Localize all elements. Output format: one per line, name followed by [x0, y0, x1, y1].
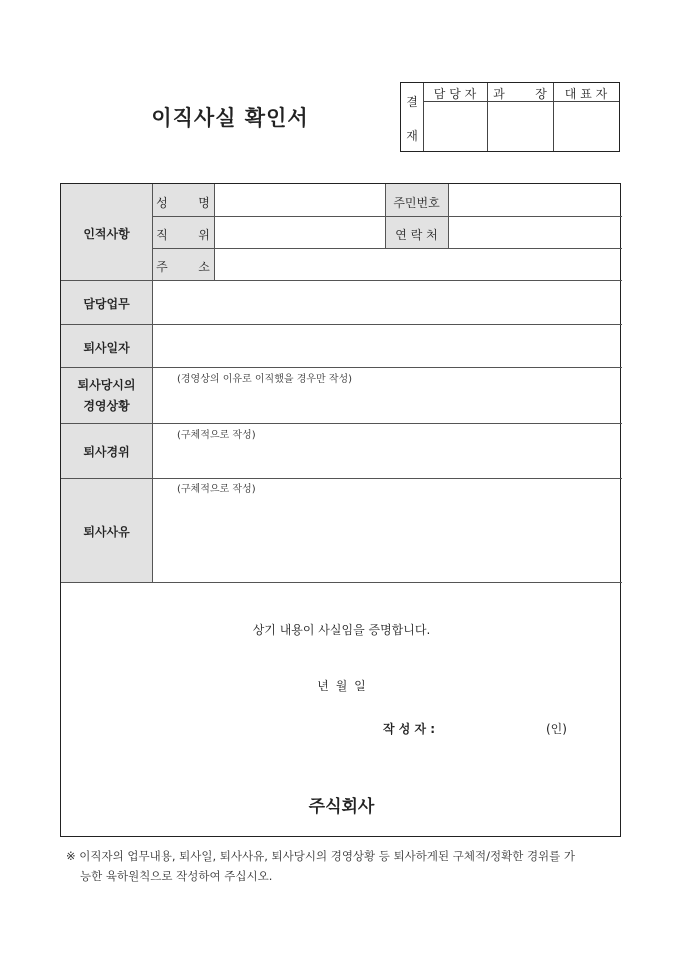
name-field[interactable]	[215, 185, 385, 216]
approval-box	[400, 82, 620, 152]
footnote-line2: 능한 육하원칙으로 작성하여 주십시오.	[80, 869, 273, 883]
confirmation-form	[60, 183, 621, 837]
document-title: 이직사실 확인서	[151, 106, 309, 130]
situation-field[interactable]	[153, 368, 621, 423]
footnote	[66, 846, 626, 886]
process-hint: (구체적으로 작성)	[177, 430, 256, 441]
name-label: 성 명	[156, 196, 210, 210]
reason-label: 퇴사사유	[83, 525, 130, 539]
approval-ceo-sign-field[interactable]	[554, 102, 619, 151]
address-label: 주 소	[156, 260, 210, 274]
id-number-label: 주민번호	[393, 196, 440, 210]
author-label: 작 성 자 :	[383, 722, 436, 736]
footnote-line1: ※ 이직자의 업무내용, 퇴사일, 퇴사사유, 퇴사당시의 경영상황 등 퇴사하게된 구체적/정확한 경위를 가	[66, 849, 576, 863]
certification-statement: 상기 내용이 사실임을 증명합니다.	[252, 623, 431, 637]
retire-date-field[interactable]	[153, 325, 621, 367]
reason-hint: (구체적으로 작성)	[177, 484, 256, 495]
process-label: 퇴사경위	[83, 445, 130, 459]
company-name: 주식회사	[308, 797, 375, 817]
duty-field[interactable]	[153, 281, 621, 324]
approval-manager-sign-field[interactable]	[488, 102, 553, 151]
approval-staff-label: 담 당 자	[433, 87, 477, 101]
id-number-field[interactable]	[449, 185, 621, 216]
approval-side-label-bottom: 재	[406, 129, 418, 143]
duty-label: 담당업무	[83, 297, 130, 311]
author-field[interactable]	[443, 715, 543, 739]
situation-hint: (경영상의 이유로 이직했을 경우만 작성)	[177, 374, 353, 385]
situation-label-line1: 퇴사당시의	[77, 378, 136, 392]
approval-side-label-top: 결	[406, 95, 418, 109]
situation-label-line2: 경영상황	[83, 399, 130, 413]
reason-field[interactable]	[153, 479, 621, 582]
personal-info-label: 인적사항	[83, 227, 130, 241]
approval-ceo-label: 대 표 자	[564, 87, 608, 101]
retire-date-label: 퇴사일자	[83, 341, 130, 355]
seal-mark: (인)	[546, 722, 567, 736]
process-field[interactable]	[153, 424, 621, 478]
address-field[interactable]	[215, 249, 621, 280]
date-line: 년 월 일	[317, 679, 366, 693]
approval-staff-sign-field[interactable]	[424, 102, 487, 151]
contact-field[interactable]	[449, 217, 621, 248]
contact-label: 연 락 처	[395, 228, 438, 242]
position-field[interactable]	[215, 217, 385, 248]
position-label: 직 위	[156, 228, 210, 242]
approval-manager-label: 과 장	[493, 87, 547, 101]
